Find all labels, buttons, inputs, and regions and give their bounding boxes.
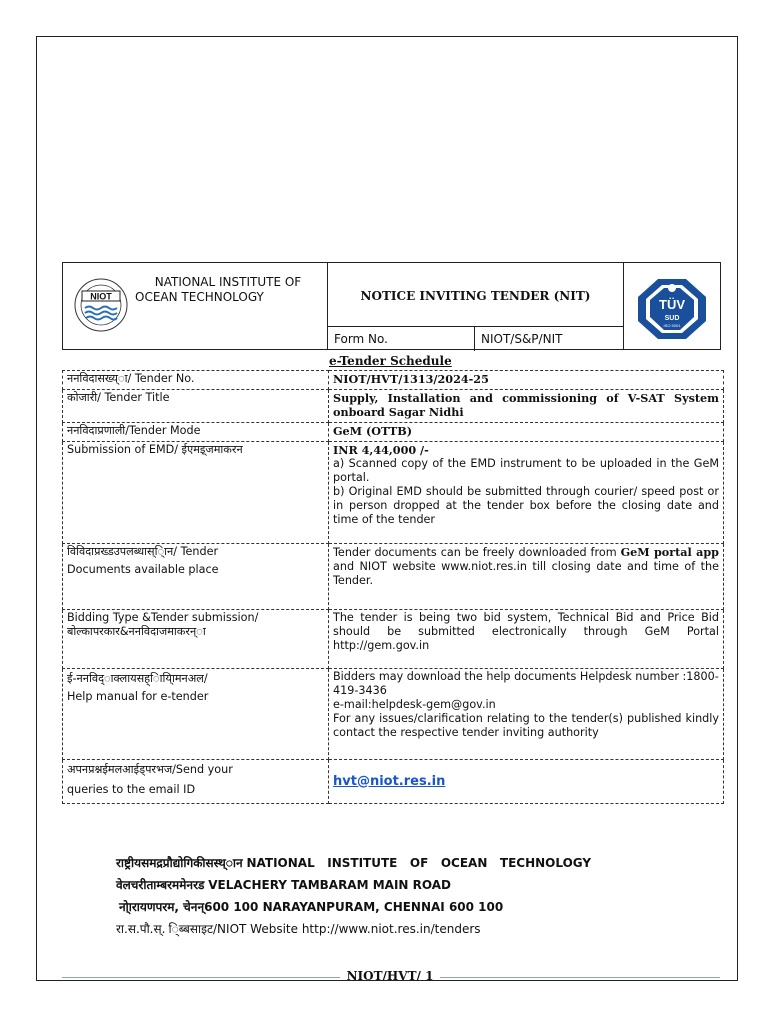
org-cell bbox=[63, 263, 328, 349]
row-value bbox=[329, 760, 724, 804]
header-block bbox=[62, 262, 721, 350]
row-value bbox=[329, 442, 724, 544]
table-row bbox=[63, 371, 724, 390]
page-number: NIOT/HVT/ 1 bbox=[346, 969, 434, 983]
form-value: NIOT/S&P/NIT bbox=[474, 327, 562, 351]
form-number-row bbox=[328, 326, 623, 351]
row-label: अपनप्रश्नईमलआईड्परभज/Send your queries to the email ID bbox=[63, 760, 329, 804]
row-label: ननविदाप्रणाली/Tender Mode bbox=[63, 423, 329, 442]
emd-note-a: a) Scanned copy of the EMD instrument to be uploaded in the GeM portal. bbox=[333, 457, 719, 484]
footer-line-2: वेलचरीताम्बरममेनरड VELACHERY TAMBARAM MAIN ROAD bbox=[116, 878, 451, 892]
tuv-certification-logo bbox=[638, 279, 706, 339]
row-value: NIOT/HVT/1313/2024-25 bbox=[329, 371, 724, 390]
tuv-text: TÜV bbox=[659, 297, 685, 312]
row-label: ई-ननविद्ाक्लायसह्ाियि्ामनअल/ Help manual for e-tender bbox=[63, 669, 329, 760]
page-rule-right bbox=[440, 977, 720, 978]
notice-title: NOTICE INVITING TENDER (NIT) bbox=[360, 289, 591, 303]
tender-schedule-table bbox=[62, 370, 724, 804]
row-value: GeM (OTTB) bbox=[329, 423, 724, 442]
sud-text: SUD bbox=[664, 315, 680, 322]
notice-cell bbox=[328, 263, 624, 349]
row-label: विविदाप्रख्डउपलब्धास्ि्ान/ Tender Documents available place bbox=[63, 544, 329, 610]
row-label: कोजारी/ Tender Title bbox=[63, 390, 329, 423]
table-row bbox=[63, 610, 724, 669]
iso-text: ISO 9001 bbox=[663, 323, 681, 328]
table-row bbox=[63, 760, 724, 804]
niot-logo bbox=[73, 277, 129, 333]
table-row bbox=[63, 544, 724, 610]
row-label: Submission of EMD/ ईएमइ्जमाकरन bbox=[63, 442, 329, 544]
row-value: Tender documents can be freely downloaded from GeM portal app and NIOT website www.niot.res.in till closing date and time of the Tender. bbox=[329, 544, 724, 610]
table-row bbox=[63, 390, 724, 423]
row-label: Bidding Type &Tender submission/ बोल्कापरकार&ननविदाजमाकरन्ा bbox=[63, 610, 329, 669]
row-value: Bidders may download the help documents Helpdesk number :1800-419-3436 e-mail:helpdesk-gem@gov.in For any issues/clarification relating to the tender(s) published kindly contact the respective tender inviting authority bbox=[329, 669, 724, 760]
row-value: Supply, Installation and commissioning of V-SAT System onboard Sagar Nidhi bbox=[329, 390, 724, 423]
emd-amount: INR 4,44,000 /- bbox=[333, 443, 429, 457]
footer-line-4: रा.स.पौ.स्. ि्ब्बसाइट/NIOT Website http://www.niot.res.in/tenders bbox=[116, 922, 481, 936]
schedule-title: e-Tender Schedule bbox=[329, 354, 452, 368]
logo-text: NIOT bbox=[90, 291, 112, 302]
table-row bbox=[63, 669, 724, 760]
table-row bbox=[63, 423, 724, 442]
page-rule-left bbox=[62, 977, 340, 978]
table-row bbox=[63, 442, 724, 544]
footer-line-3: नो्ारायणपरम, चेनन्600 100 NARAYANPURAM, CHENNAI 600 100 bbox=[119, 900, 504, 914]
footer-address bbox=[116, 852, 591, 940]
footer-line-1: राष्ट्रीयसमद्रप्रौद्योगिकीसस्थ्ान NATIONAL INSTITUTE OF OCEAN TECHNOLOGY bbox=[116, 856, 592, 870]
row-value: The tender is being two bid system, Technical Bid and Price Bid should be submitted electronically through GeM Portal http://gem.gov.in bbox=[329, 610, 724, 669]
cert-cell bbox=[624, 263, 720, 349]
org-name: NATIONAL INSTITUTE OF OCEAN TECHNOLOGY bbox=[135, 275, 302, 304]
emd-note-b: b) Original EMD should be submitted through courier/ speed post or in person dropped at the tender box before the closing date and time of the tender bbox=[333, 485, 719, 526]
row-label: ननविदासख्य्ा/ Tender No. bbox=[63, 371, 329, 390]
form-label: Form No. bbox=[334, 332, 388, 346]
email-link[interactable]: hvt@niot.res.in bbox=[333, 773, 446, 789]
